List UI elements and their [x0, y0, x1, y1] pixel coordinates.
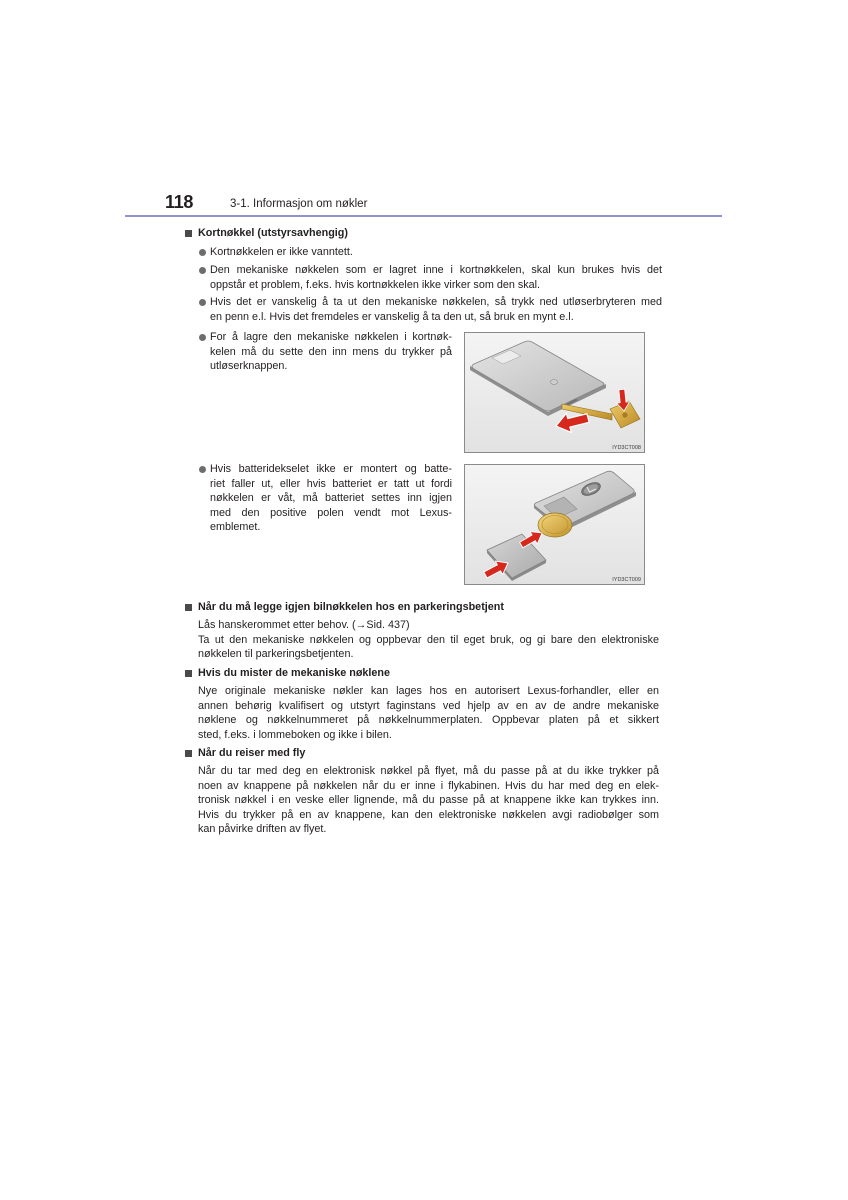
heading-card-key	[185, 226, 665, 241]
paragraph-lost-keys	[198, 684, 659, 742]
page-number: 118	[165, 192, 194, 212]
heading-lost-keys	[185, 666, 665, 681]
text-line: nøklene og nøkkelnummeret på nøkkelnummerplaten. Oppbevar platen på et sikkert	[198, 714, 659, 726]
figure-code: IYD3CT009	[612, 577, 641, 583]
text-line: med den positive polen vendt mot Lexus-	[210, 506, 452, 519]
heading-air-travel	[185, 746, 665, 761]
heading-text: Når du reiser med fly	[198, 747, 306, 759]
text-line: emblemet.	[210, 521, 261, 533]
paragraph-air-travel	[198, 764, 659, 837]
coin-battery	[538, 513, 572, 537]
figure-code: IYD3CT008	[612, 445, 641, 451]
section-marker-icon	[185, 230, 192, 237]
text-line: Ta ut den mekaniske nøkkelen og oppbevar den til eget bruk, og gi bare den elektroniske	[198, 633, 659, 646]
text-line: Nye originale mekaniske nøkler kan lages hos en autorisert Lexus-forhandler, eller en	[198, 685, 659, 697]
bullet-icon	[199, 249, 206, 256]
bullet-text	[210, 263, 662, 292]
text-line: oppstår et problem, f.eks. hvis kortnøkkelen ikke virker som den skal.	[210, 278, 541, 291]
figure-battery-insert	[464, 464, 645, 585]
text-line: Hvis batteridekselet ikke er montert og batte-	[210, 463, 452, 475]
release-button	[622, 412, 627, 417]
text-line: nøkkelen til parkeringsbetjenten.	[198, 648, 354, 660]
text-line: For å lagre den mekaniske nøkkelen i kortnøk-	[210, 331, 452, 343]
bullet-text	[210, 462, 452, 535]
text-line: en penn e.l. Hvis det fremdeles er vanskelig å ta den ut, så bruk en mynt e.l.	[210, 310, 574, 323]
bullet-text	[210, 245, 662, 260]
header-rule	[125, 215, 722, 217]
text-line: Den mekaniske nøkkelen som er lagret inne i kortnøkkelen, skal kun brukes hvis det	[210, 264, 662, 276]
bullet-icon	[199, 334, 206, 341]
heading-text: Når du må legge igjen bilnøkkelen hos en parkeringsbetjent	[198, 601, 504, 613]
text-line: Lås hanskerommet etter behov. (→Sid. 437)	[198, 619, 410, 631]
heading-text: Kortnøkkel (utstyrsavhengig)	[198, 227, 348, 239]
text-line: Hvis du trykker på en av knappene, kan den elektroniske nøkkelen avgi radiobølger som	[198, 808, 659, 821]
section-marker-icon	[185, 670, 192, 677]
bullet-icon	[199, 466, 206, 473]
bullet-text	[210, 295, 662, 324]
bullet-icon	[199, 267, 206, 274]
text-line: tronisk nøkkel i en veske eller lignende, må du passe på at knappene ikke kan trykkes inn.	[198, 794, 659, 806]
text-line: nøkkelen er våt, må batteriet settes inn igjen	[210, 492, 452, 504]
paragraph-valet	[198, 618, 659, 662]
section-marker-icon	[185, 604, 192, 611]
heading-valet	[185, 600, 665, 615]
card-key-storage-illustration	[464, 332, 645, 453]
chapter-title: 3-1. Informasjon om nøkler	[230, 198, 368, 210]
text-line: kelen må du sette den inn mens du trykker på	[210, 345, 452, 358]
figure-mechanical-key-insert	[464, 332, 645, 453]
bullet-text	[210, 330, 452, 374]
battery-replacement-illustration	[464, 464, 645, 585]
card-key-emblem	[551, 380, 558, 385]
bullet-icon	[199, 299, 206, 306]
text-line: Kortnøkkelen er ikke vanntett.	[210, 246, 353, 258]
text-line: Hvis det er vanskelig å ta ut den mekaniske nøkkelen, så trykk ned utløserbryteren med	[210, 296, 662, 308]
text-line: riet faller ut, eller hvis batteriet er tatt ut fordi	[210, 477, 452, 490]
text-line: annen behørig kvalifisert og utstyrt faginstans ved hjelp av en av de andre mekaniske	[198, 699, 659, 712]
text-line: kan påvirke driften av flyet.	[198, 823, 327, 835]
section-marker-icon	[185, 750, 192, 757]
heading-text: Hvis du mister de mekaniske nøklene	[198, 667, 391, 679]
text-line: sted, f.eks. i lommeboken og ikke i bilen.	[198, 728, 392, 741]
text-line: Når du tar med deg en elektronisk nøkkel på flyet, må du passe på at du ikke trykker på	[198, 765, 659, 777]
text-line: utløserknappen.	[210, 360, 288, 372]
text-line: noen av knappene på nøkkelen når du er inne i flykabinen. Hvis du har med deg en elek-	[198, 779, 659, 792]
